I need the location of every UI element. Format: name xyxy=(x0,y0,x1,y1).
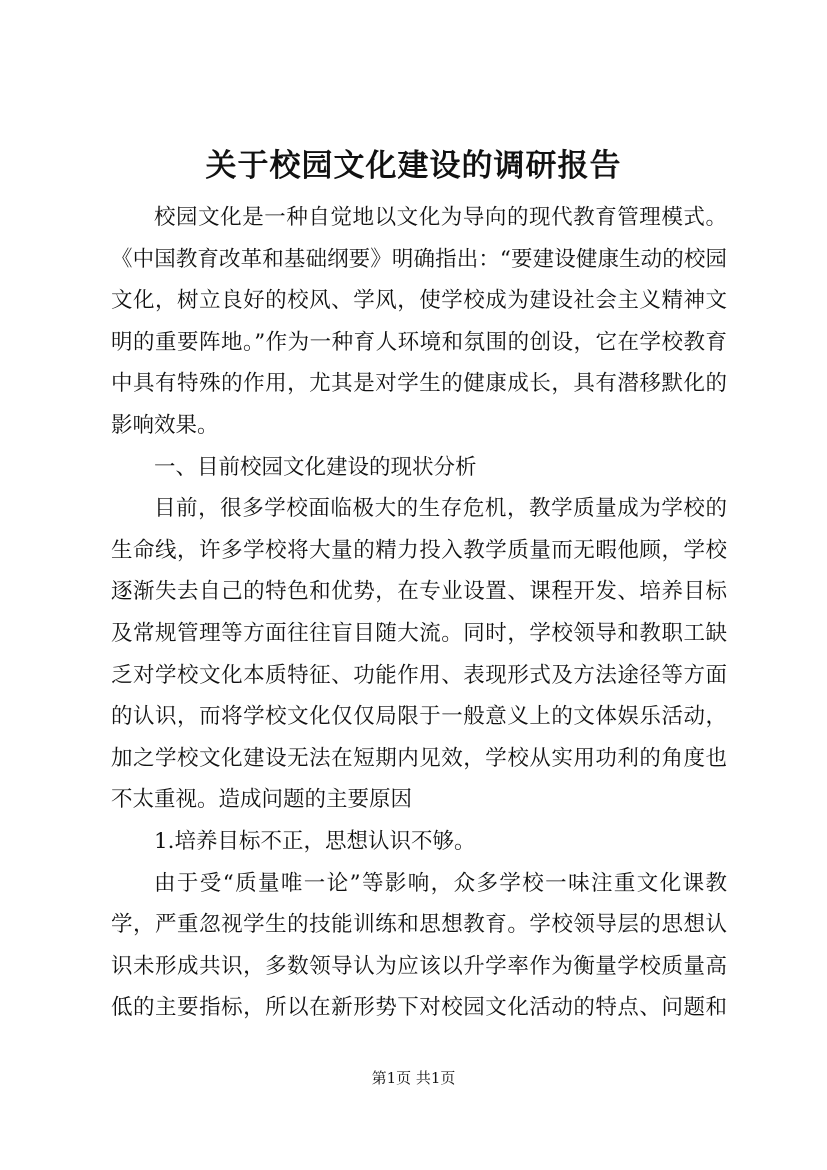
paragraph-intro: 校园文化是一种自觉地以文化为导向的现代教育管理模式。《中国教育改革和基础纲要》明确指出：“要建设健康生动的校园文化，树立良好的校风、学风，使学校成为建设社会主义精神文明的重要阵地。”作为一种育人环境和氛围的创设，它在学校教育中具有特殊的作用，尤其是对学生的健康成长，具有潜移默化的影响效果。 xyxy=(111,205,727,438)
paragraph-reason: 由于受“质量唯一论”等影响，众多学校一味注重文化课教学，严重忽视学生的技能训练和思想教育。学校领导层的思想认识未形成共识，多数领导认为应该以升学率作为衡量学校质量高低的主要指标，所以在新形势下对校园文化活动的特点、问题和 xyxy=(111,870,727,1021)
document-title: 关于校园文化建设的调研报告 xyxy=(205,148,622,184)
subsection-heading: 1.培养目标不正，思想认识不够。 xyxy=(154,828,476,854)
paragraph-analysis: 目前，很多学校面临极大的生存危机，教学质量成为学校的生命线，许多学校将大量的精力投入教学质量而无暇他顾，学校逐渐失去自己的特色和优势，在专业设置、课程开发、培养目标及常规管理等方面往往盲目随大流。同时，学校领导和教职工缺乏对学校文化本质特征、功能作用、表现形式及方法途径等方面的认识，而将学校文化仅仅局限于一般意义上的文体娱乐活动，加之学校文化建设无法在短期内见效，学校从实用功利的角度也不太重视。造成问题的主要原因 xyxy=(111,496,727,813)
page-footer: 第1页 共1页 xyxy=(371,1069,456,1087)
section-heading: 一、目前校园文化建设的现状分析 xyxy=(154,454,477,480)
document-body xyxy=(111,197,727,1029)
